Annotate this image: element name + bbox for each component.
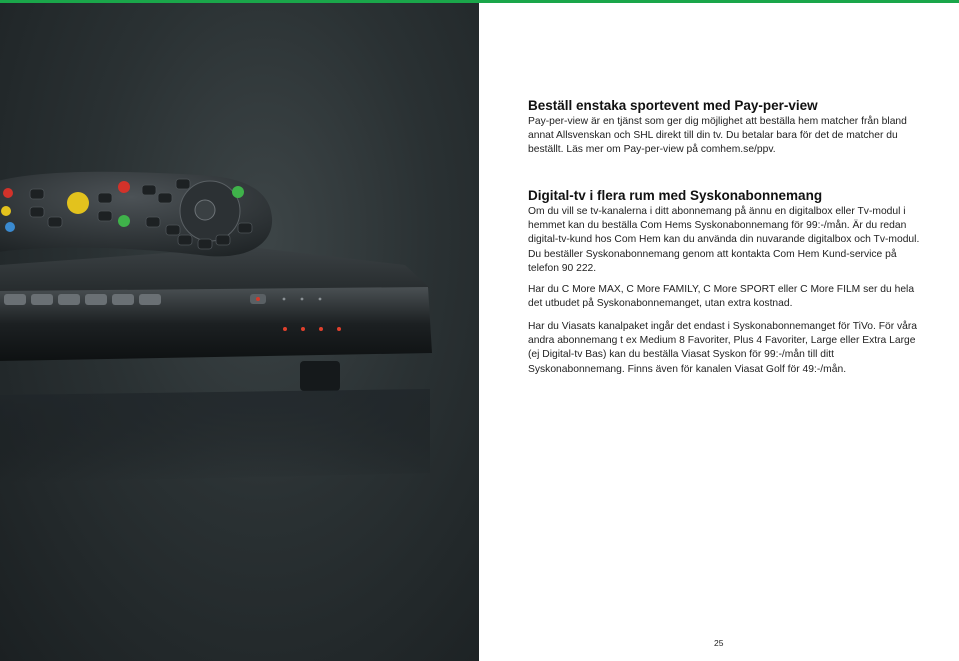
- product-photo-tivo-box-and-remote: [0, 3, 479, 661]
- paragraph-syskonabonnemang-2: Har du C More MAX, C More FAMILY, C More SPORT eller C More FILM ser du hela det utbudet på Syskonabonnemanget, utan extra kostnad.: [528, 284, 915, 310]
- paragraph-syskonabonnemang-3: Har du Viasats kanalpaket ingår det endast i Syskonabonnemanget för TiVo. För våra andra abonnemang t ex Medium 8 Favoriter, Plus 4 Favoriter, Large eller Extra Large (ej Digital-tv Bas) kan du beställa Viasat Syskon för 99:-/mån till ditt Syskonabonnemang. Finns även för kanalen Viasat Golf för 49:-/mån.: [528, 321, 918, 375]
- photo-illustration: [0, 3, 479, 661]
- page-number: 25: [714, 638, 724, 648]
- heading-syskonabonnemang: Digital-tv i flera rum med Syskonabonnemang: [528, 188, 823, 203]
- paragraph-syskonabonnemang-1: Om du vill se tv-kanalerna i ditt abonnemang på ännu en digitalbox eller Tv-modul i hemmet kan du beställa Com Hems Syskonabonnemang för 99:-/mån. Är du redan digital-tv-kund hos Com Hem kan du använda din nuvarande digitalbox och Tv-modul. Du beställer Syskonabonnemang genom att kontakta Com Hem Kund-service på telefon 90 222.: [528, 206, 920, 274]
- paragraph-pay-per-view: Pay-per-view är en tjänst som ger dig möjlighet att beställa hem matcher från bland annat Allsvenskan och SHL direkt till din tv. Du betalar bara för det de matcher du beställt. Läs mer om Pay-per-view på comhem.se/ppv.: [528, 116, 907, 156]
- heading-pay-per-view: Beställ enstaka sportevent med Pay-per-view: [528, 98, 818, 113]
